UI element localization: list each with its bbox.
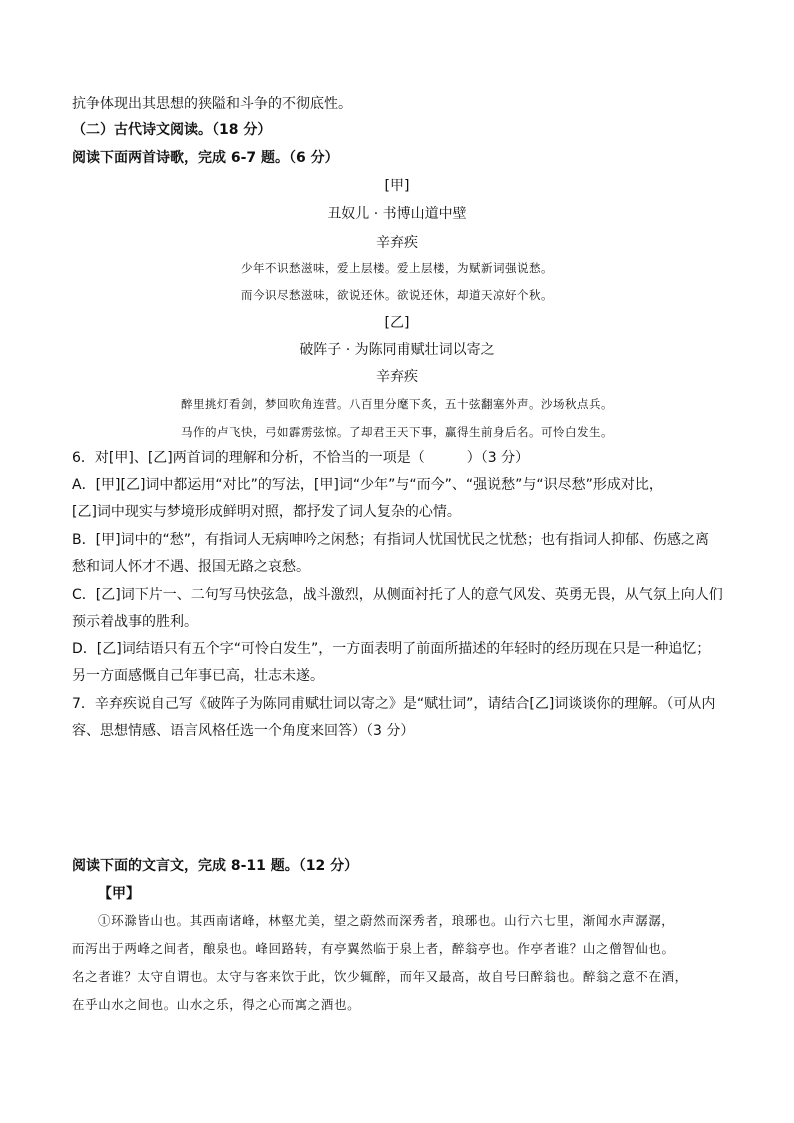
question-7-line-1: 7．辛弃疾说自己写《破阵子为陈同甫赋壮词以寄之》是“赋壮词”，请结合[乙]词谈谈你的理解。（可从内	[72, 696, 716, 712]
prose-line-3: 名之者谁？太守自谓也。太守与客来饮于此，饮少辄醉，而年又最高，故自号曰醉翁也。醉翁之意不在酒，	[72, 969, 688, 984]
question-6-option-a: A．[甲][乙]词中都运用“对比”的写法，[甲]词“少年”与“而今”、“强说愁”与“识尽愁”形成对比，	[72, 477, 663, 493]
prose-instruction: 阅读下面的文言文，完成 8-11 题。（12 分）	[72, 858, 359, 874]
question-6-option-b: B．[甲]词中的“愁”，有指词人无病呻吟之闲愁；有指词人忧国忧民之忧愁；也有指词人抑郁、伤感之离	[72, 532, 710, 548]
poem-b-title: 破阵子 · 为陈同甫赋壮词以寄之	[299, 342, 495, 358]
poem-a-marker: [甲]	[384, 178, 410, 194]
poem-b-marker: [乙]	[384, 315, 410, 331]
poem-b-author: 辛弃疾	[376, 369, 418, 385]
poem-b-line-2: 马作的卢飞快，弓如霹雳弦惊。了却君王天下事，赢得生前身后名。可怜白发生。	[181, 425, 613, 439]
poem-a-line-2: 而今识尽愁滋味，欲说还休。欲说还休，却道天凉好个秋。	[241, 288, 553, 302]
poem-a-line-1: 少年不识愁滋味，爱上层楼。爱上层楼，为赋新词强说愁。	[241, 261, 553, 275]
question-6-option-a-cont: [乙]词中现实与梦境形成鲜明对照，都抒发了词人复杂的心情。	[72, 504, 461, 520]
previous-answer-tail: 抗争体现出其思想的狭隘和斗争的不彻底性。	[72, 96, 352, 112]
question-7-line-2: 容、思想情感、语言风格任选一个角度来回答）（3 分）	[72, 723, 415, 739]
question-6-option-c-cont: 预示着战事的胜利。	[72, 614, 198, 630]
question-6-option-b-cont: 愁和词人怀才不遇、报国无路之哀愁。	[72, 559, 310, 575]
poem-a-title: 丑奴儿 · 书博山道中壁	[327, 206, 467, 222]
poem-a-author: 辛弃疾	[376, 235, 418, 251]
question-6-option-c: C．[乙]词下片一、二句写马快弦急，战斗激烈，从侧面衬托了人的意气风发、英勇无畏，从气氛上向人们	[72, 587, 723, 603]
section-heading: （二）古代诗文阅读。（18 分）	[72, 122, 272, 138]
poems-instruction: 阅读下面两首诗歌，完成 6-7 题。（6 分）	[72, 150, 339, 166]
prose-marker: 【甲】	[98, 886, 140, 902]
prose-line-2: 而泻出于两峰之间者，酿泉也。峰回路转，有亭翼然临于泉上者，醉翁亭也。作亭者谁？山之僧智仙也。	[72, 941, 675, 956]
prose-line-4: 在乎山水之间也。山水之乐，得之心而寓之酒也。	[72, 997, 361, 1012]
question-6-option-d: D．[乙]词结语只有五个字“可怜白发生”，一方面表明了前面所描述的年轻时的经历现在只是一种追忆；	[72, 641, 711, 657]
question-6-stem: 6．对[甲]、[乙]两首词的理解和分析，不恰当的一项是（ ）（3 分）	[72, 450, 530, 466]
question-6-option-d-cont: 另一方面感慨自己年事已高，壮志未遂。	[72, 668, 324, 684]
prose-line-1: ①环滁皆山也。其西南诸峰，林壑尤美，望之蔚然而深秀者，琅琊也。山行六七里，渐闻水声潺潺，	[98, 913, 675, 928]
poem-b-line-1: 醉里挑灯看剑，梦回吹角连营。八百里分麾下炙，五十弦翻塞外声。沙场秋点兵。	[181, 397, 613, 411]
